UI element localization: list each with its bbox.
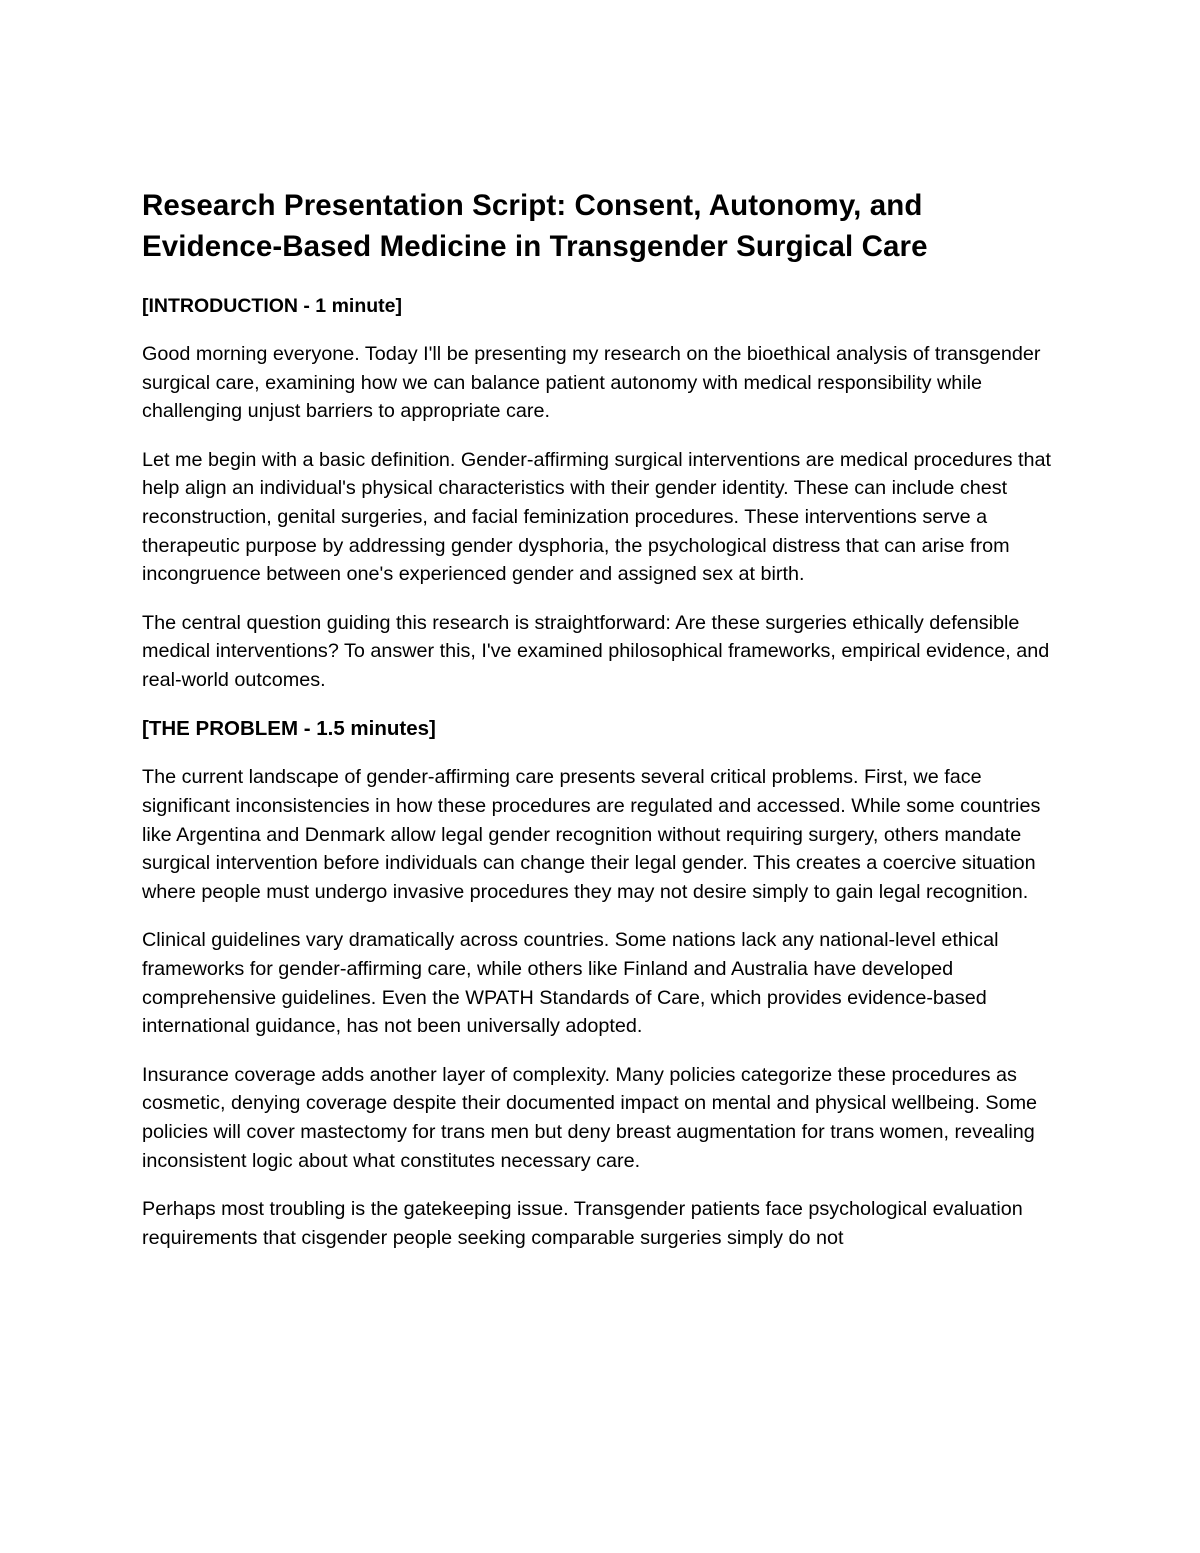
- section-introduction: [142, 292, 1067, 695]
- section-heading-the-problem: [THE PROBLEM - 1.5 minutes]: [142, 717, 436, 741]
- section-the-problem: [142, 714, 1067, 1252]
- section-heading-introduction: [INTRODUCTION - 1 minute]: [142, 295, 402, 317]
- paragraph: The current landscape of gender-affirming care presents several critical problems. First, we face significant inconsistencies in how these procedures are regulated and accessed. While some countries like Argentina and Denmark allow legal gender recognition without requiring surgery, others mandate surgical intervention before individuals can change their legal gender. This creates a coercive situation where people must undergo invasive procedures they may not desire simply to gain legal recognition.: [142, 766, 1041, 904]
- document-page: [142, 185, 1067, 1272]
- paragraph: Perhaps most troubling is the gatekeeping issue. Transgender patients face psychological evaluation requirements that cisgender people seeking comparable surgeries simply do not: [142, 1197, 1023, 1249]
- document-title: Research Presentation Script: Consent, Autonomy, and Evidence-Based Medicine in Transgender Surgical Care: [142, 189, 928, 263]
- paragraph: Insurance coverage adds another layer of complexity. Many policies categorize these procedures as cosmetic, denying coverage despite their documented impact on mental and physical wellbeing. Some policies will cover mastectomy for trans men but deny breast augmentation for trans women, revealing inconsistent logic about what constitutes necessary care.: [142, 1063, 1038, 1172]
- paragraph: Let me begin with a basic definition. Gender-affirming surgical interventions are medical procedures that help align an individual's physical characteristics with their gender identity. These can include chest reconstruction, genital surgeries, and facial feminization procedures. These interventions serve a therapeutic purpose by addressing gender dysphoria, the psychological distress that can arise from incongruence between one's experienced gender and assigned sex at birth.: [142, 448, 1051, 586]
- paragraph: Clinical guidelines vary dramatically across countries. Some nations lack any national-level ethical frameworks for gender-affirming care, while others like Finland and Australia have developed comprehensive guidelines. Even the WPATH Standards of Care, which provides evidence-based international guidance, has not been universally adopted.: [142, 929, 999, 1038]
- paragraph: Good morning everyone. Today I'll be presenting my research on the bioethical analysis of transgender surgical care, examining how we can balance patient autonomy with medical responsibility while challenging unjust barriers to appropriate care.: [142, 343, 1041, 423]
- paragraph: The central question guiding this research is straightforward: Are these surgeries ethically defensible medical interventions? To answer this, I've examined philosophical frameworks, empirical evidence, and real-world outcomes.: [142, 611, 1050, 692]
